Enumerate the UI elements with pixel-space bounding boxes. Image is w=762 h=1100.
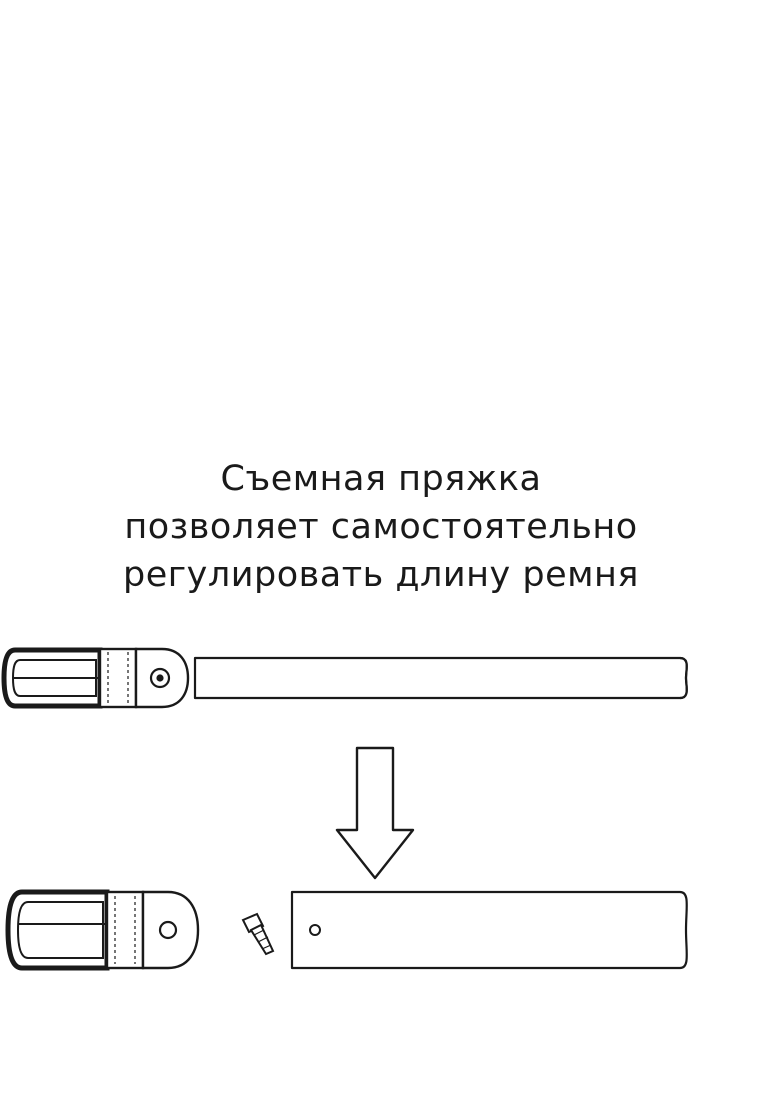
disassembled-belt-group — [8, 892, 687, 968]
down-arrow-shape — [337, 748, 413, 878]
headline-line-3: регулировать длину ремня — [123, 555, 639, 595]
headline-line-2: позволяет самостоятельно — [124, 507, 638, 547]
belt-keeper-detached — [107, 892, 143, 968]
headline-line-1: Съемная пряжка — [220, 459, 542, 499]
screw-center-assembled — [156, 674, 163, 681]
page-title — [0, 455, 762, 599]
screw-hole-tip-detached — [160, 922, 176, 938]
belt-diagram — [0, 620, 762, 1040]
down-arrow — [337, 748, 413, 878]
belt-strap-assembled — [195, 658, 687, 698]
belt-screw-hole — [310, 925, 320, 935]
assembled-belt-group — [4, 649, 687, 707]
screw-icon — [243, 914, 273, 954]
buckle-frame-inner-detached — [18, 902, 103, 958]
belt-keeper-assembled — [100, 649, 136, 707]
belt-strap-detached — [292, 892, 687, 968]
